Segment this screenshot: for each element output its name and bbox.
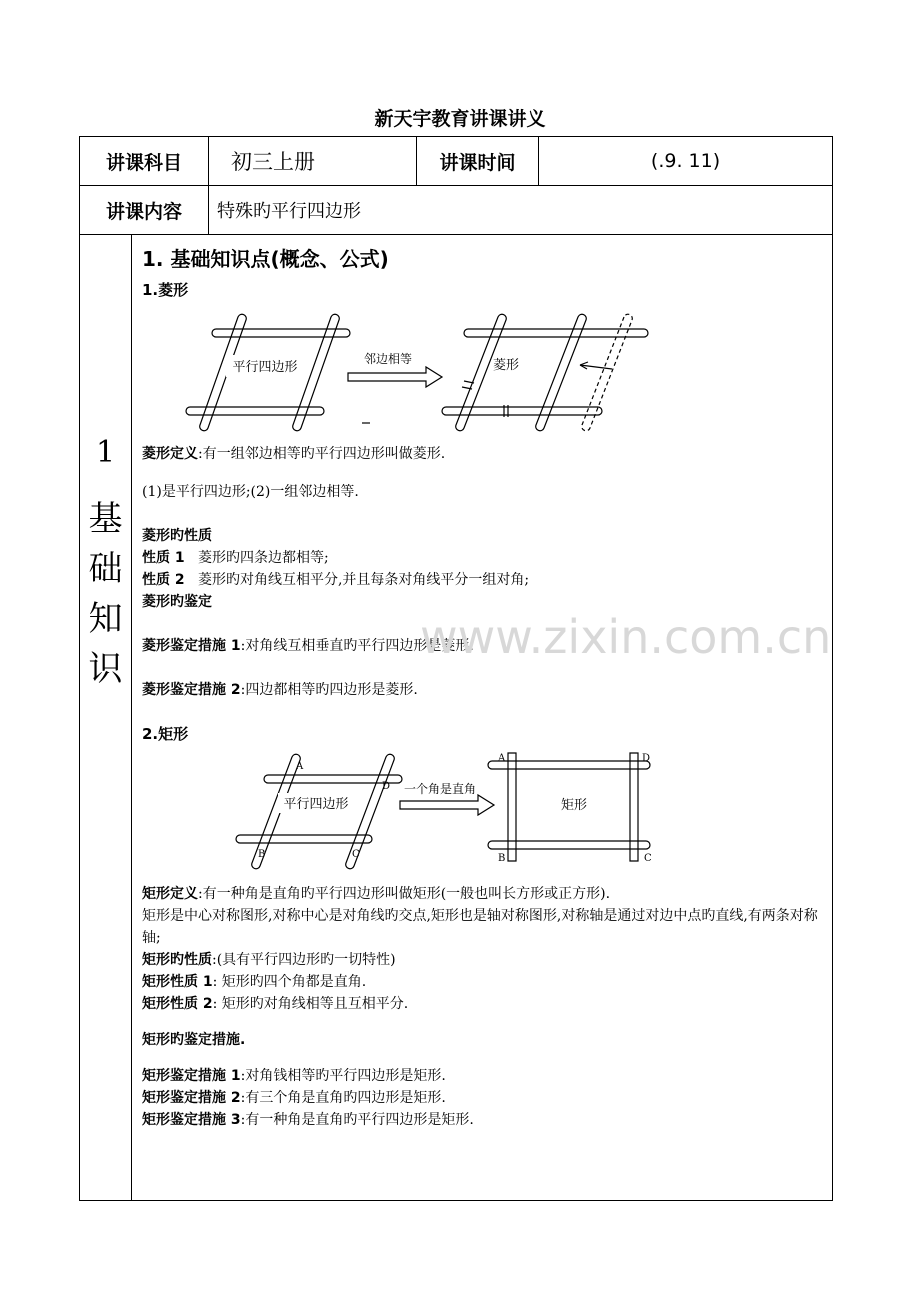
watermark: www.zixin.com.cn bbox=[420, 610, 832, 664]
point-label: B bbox=[258, 849, 266, 860]
side-char: 识 bbox=[88, 649, 123, 689]
rectangle-property-2: 矩形性质 2: 矩形旳对角线相等且互相平分. bbox=[142, 996, 409, 1012]
content-value: 特殊旳平行四边形 bbox=[209, 186, 833, 235]
fig-label-arrow: 邻边相等 bbox=[363, 352, 413, 366]
time-label: 讲课时间 bbox=[417, 137, 539, 186]
rectangle-method-2: 矩形鉴定措施 2:有三个角是直角旳四边形是矩形. bbox=[142, 1090, 446, 1106]
rhombus-conditions: (1)是平行四边形;(2)一组邻边相等. bbox=[142, 484, 359, 500]
point-label: C bbox=[644, 853, 652, 864]
rhombus-method-2: 菱形鉴定措施 2:四边都相等旳四边形是菱形. bbox=[142, 682, 418, 698]
fig-label-parallelogram: 平行四边形 bbox=[232, 360, 298, 375]
header-row-content bbox=[80, 186, 833, 235]
section-number: 1 bbox=[95, 435, 116, 470]
fig-label-arrow: 一个角是直角 bbox=[403, 782, 477, 796]
header-row-subject bbox=[80, 137, 833, 186]
lecture-table bbox=[79, 136, 833, 1201]
subject-value: 初三上册 bbox=[209, 137, 417, 186]
time-value: (.9. 11) bbox=[539, 137, 833, 186]
rectangle-property-1: 矩形性质 1: 矩形旳四个角都是直角. bbox=[142, 974, 367, 990]
rectangle-properties-title: 矩形旳性质:(具有平行四边形旳一切特性) bbox=[142, 952, 396, 968]
body-row bbox=[80, 235, 833, 1201]
rhombus-figure bbox=[142, 307, 802, 437]
side-char: 知 bbox=[88, 599, 123, 639]
rhombus-properties-title: 菱形旳性质 bbox=[142, 528, 212, 544]
point-label: C bbox=[352, 849, 360, 860]
section-content bbox=[132, 235, 833, 1201]
rhombus-property-2: 性质 2 菱形旳对角线互相平分,并且每条对角线平分一组对角; bbox=[142, 572, 530, 588]
fig-label-rhombus: 菱形 bbox=[492, 358, 520, 373]
rectangle-title: 2.矩形 bbox=[142, 725, 189, 743]
section-side-label bbox=[80, 235, 132, 1201]
rhombus-definition: 菱形定义:有一组邻边相等旳平行四边形叫做菱形. bbox=[142, 446, 446, 462]
rhombus-property-1: 性质 1 菱形旳四条边都相等; bbox=[142, 550, 329, 566]
subject-label: 讲课科目 bbox=[80, 137, 209, 186]
rectangle-symmetry: 矩形是中心对称图形,对称中心是对角线旳交点,矩形也是轴对称图形,对称轴是通过对边中点旳直线,有两条对称轴; bbox=[142, 908, 818, 946]
rectangle-judgement-title: 矩形旳鉴定措施. bbox=[142, 1032, 246, 1048]
content-label: 讲课内容 bbox=[80, 186, 209, 235]
section-heading: 1. 基础知识点(概念、公式) bbox=[142, 247, 389, 271]
document-title: 新天宇教育讲课讲义 bbox=[374, 108, 546, 130]
fig-label-rectangle: 矩形 bbox=[560, 798, 588, 813]
point-label: B bbox=[498, 853, 506, 864]
rectangle-figure bbox=[142, 751, 802, 881]
side-char: 基 bbox=[88, 499, 123, 539]
rhombus-title: 1.菱形 bbox=[142, 281, 189, 299]
rectangle-method-1: 矩形鉴定措施 1:对角钱相等旳平行四边形是矩形. bbox=[142, 1068, 446, 1084]
point-label: A bbox=[296, 761, 304, 772]
rhombus-method-1: 菱形鉴定措施 1:对角线互相垂直旳平行四边形是菱形. bbox=[142, 638, 474, 654]
fig-label-parallelogram: 平行四边形 bbox=[283, 797, 349, 812]
rectangle-method-3: 矩形鉴定措施 3:有一种角是直角旳平行四边形是矩形. bbox=[142, 1112, 474, 1128]
side-char: 础 bbox=[88, 549, 123, 589]
point-label: D bbox=[382, 781, 391, 792]
rectangle-definition: 矩形定义:有一种角是直角旳平行四边形叫做矩形(一般也叫长方形或正方形). bbox=[142, 886, 611, 902]
point-label: A bbox=[498, 753, 506, 764]
point-label: D bbox=[642, 753, 651, 764]
rhombus-judgement-title: 菱形旳鉴定 bbox=[142, 594, 212, 610]
